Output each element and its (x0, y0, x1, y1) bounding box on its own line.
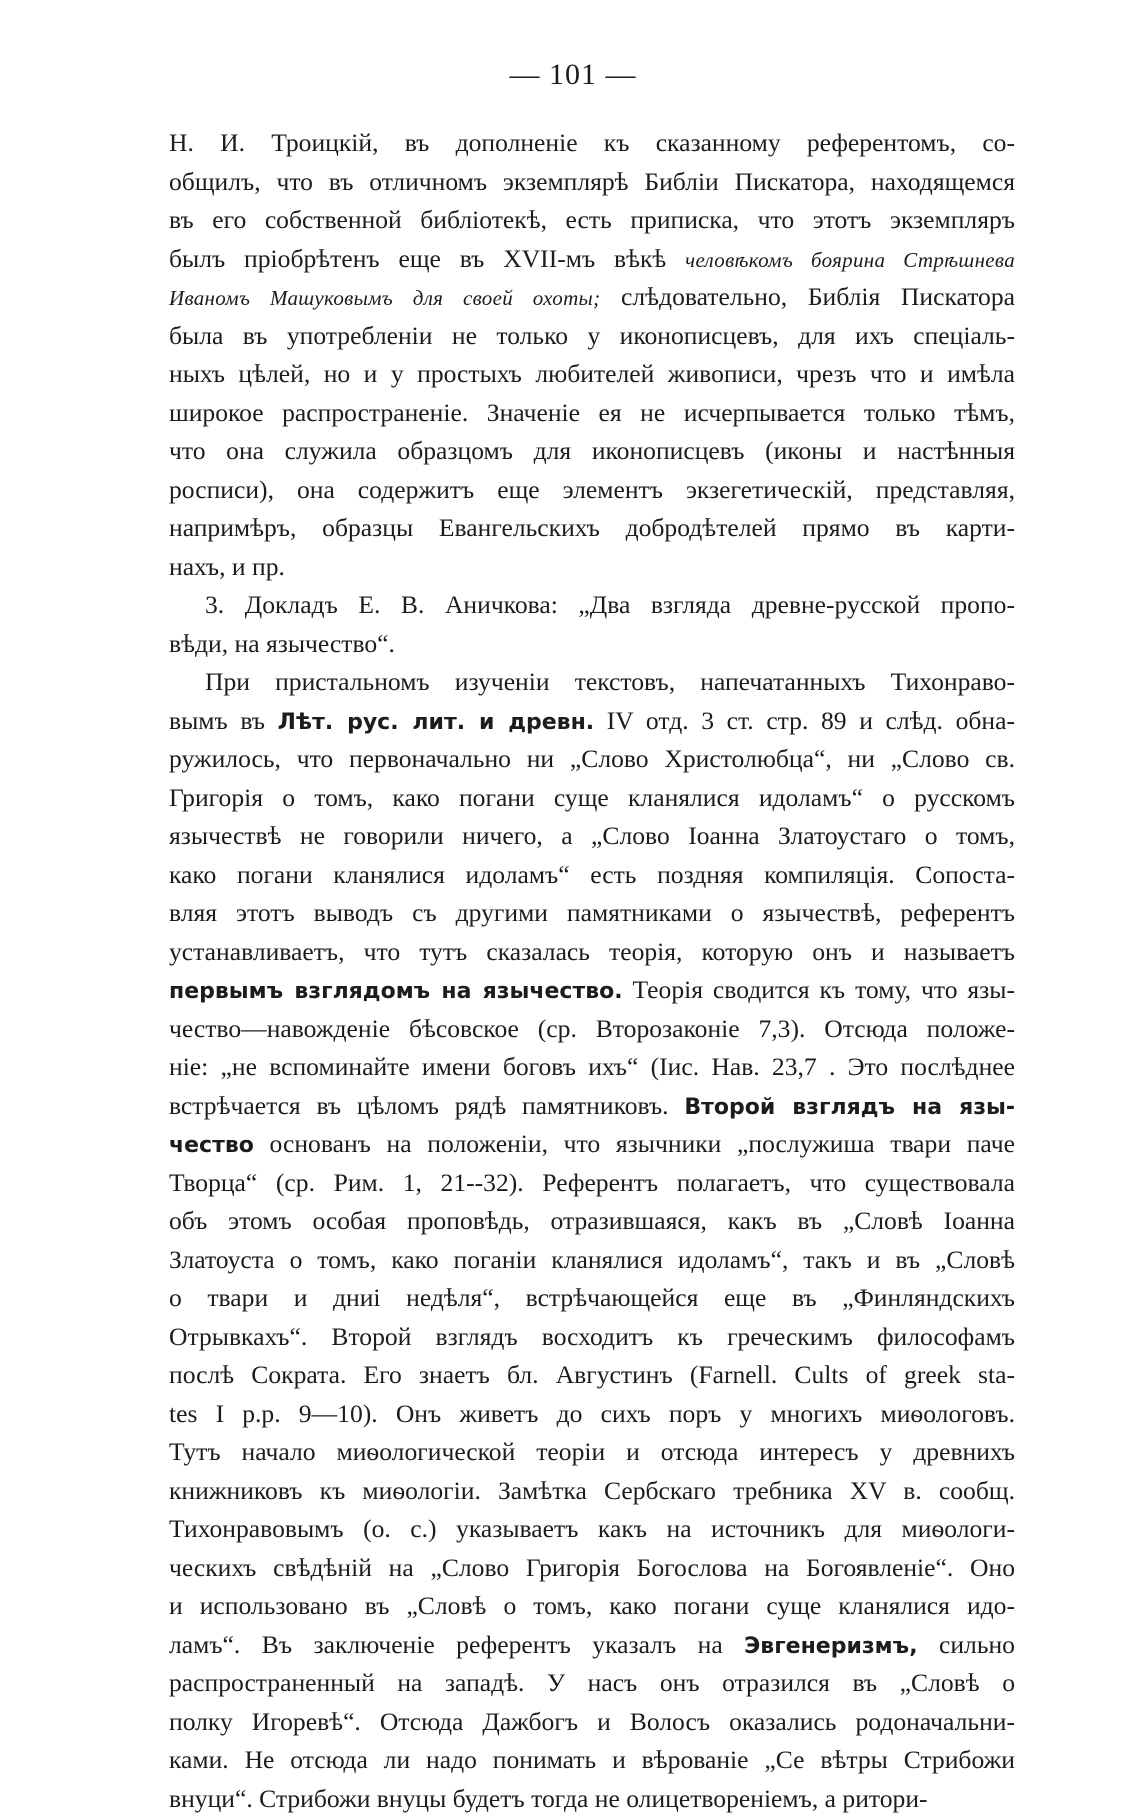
text-segment: Тихонравовымъ (о. с.) указываетъ какъ на источникъ для миѳологи- (169, 1514, 1015, 1543)
text-segment: внуци“. Стрибожи внуцы будетъ тогда не олицетвореніемъ, а ритори- (169, 1784, 928, 1813)
text-line (169, 1241, 1015, 1280)
text-segment: ческихъ свѣдѣній на „Слово Григорія Богослова на Богоявленіе“. Оно (169, 1553, 1015, 1582)
text-line (169, 1048, 1015, 1087)
text-line (169, 1780, 1015, 1818)
text-segment: Тутъ начало миѳологической теоріи и отсюда интересъ у древнихъ (169, 1437, 1015, 1466)
bold-text: Лѣт. рус. лит. и древн. (278, 710, 595, 735)
text-segment: что она служила образцомъ для иконописцевъ (иконы и настѣнныя (169, 436, 1015, 465)
text-segment: вляя этотъ выводъ съ другими памятниками о язычествѣ, референтъ (169, 898, 1015, 927)
text-line (169, 702, 1015, 741)
text-segment: слѣдовательно, Библія Пискатора (600, 282, 1015, 311)
bold-text: Второй взглядъ на язы- (684, 1095, 1015, 1120)
text-line (169, 1202, 1015, 1241)
italic-text: человѣкомъ боярина Стрѣшнева (685, 248, 1015, 272)
text-line (169, 894, 1015, 933)
text-line (169, 432, 1015, 471)
text-segment: 3. Докладъ Е. В. Аничкова: „Два взгляда древне-русской пропо- (205, 590, 1015, 619)
text-line (169, 471, 1015, 510)
text-segment: tes I p.p. 9—10). Онъ живетъ до сихъ поръ у многихъ миѳологовъ. (169, 1399, 1015, 1428)
text-line (169, 240, 1015, 279)
text-line (169, 1087, 1015, 1126)
text-line (169, 625, 1015, 664)
bold-text: Эвгенеризмъ, (744, 1634, 917, 1659)
text-segment: Творца“ (ср. Рим. 1, 21--32). Референтъ полагаетъ, что существовала (169, 1168, 1015, 1197)
text-segment: основанъ на положеніи, что язычники „послужиша твари паче (254, 1129, 1015, 1158)
text-segment: былъ пріобрѣтенъ еще въ XVII-мъ вѣкѣ (169, 244, 685, 273)
text-line (169, 355, 1015, 394)
italic-text: Иваномъ Машуковымъ для своей охоты; (169, 286, 600, 310)
text-segment: книжниковъ къ миѳологіи. Замѣтка Сербскаго требника XV в. сообщ. (169, 1476, 1015, 1505)
text-segment: Н. И. Троицкій, въ дополненіе къ сказанному референтомъ, со- (169, 128, 1015, 157)
text-line (169, 740, 1015, 779)
text-segment: полку Игоревѣ“. Отсюда Дажбогъ и Волосъ оказались родоначальни- (169, 1707, 1015, 1736)
text-line (169, 586, 1015, 625)
text-segment: вѣди, на язычество“. (169, 629, 395, 658)
text-line (169, 1395, 1015, 1434)
text-line (169, 663, 1015, 702)
text-line (169, 124, 1015, 163)
text-segment: напримѣръ, образцы Евангельскихъ добродѣтелей прямо въ карти- (169, 513, 1015, 542)
text-segment: въ его собственной библіотекѣ, есть приписка, что этотъ экземпляръ (169, 205, 1015, 234)
text-segment: встрѣчается въ цѣломъ рядѣ памятниковъ. (169, 1091, 684, 1120)
text-segment: IV отд. 3 ст. стр. 89 и слѣд. обна- (594, 706, 1015, 735)
text-segment: объ этомъ особая проповѣдь, отразившаяся, какъ въ „Словѣ Іоанна (169, 1206, 1015, 1235)
text-line (169, 1587, 1015, 1626)
text-segment: нахъ, и пр. (169, 552, 285, 581)
text-segment: како погани кланялися идоламъ“ есть поздняя компиляція. Сопоста- (169, 860, 1015, 889)
text-segment: Отрывкахъ“. Второй взглядъ восходитъ къ греческимъ философамъ (169, 1322, 1015, 1351)
text-segment: росписи), она содержитъ еще элементъ экзегетическій, представляя, (169, 475, 1015, 504)
text-line (169, 1164, 1015, 1203)
text-line (169, 1433, 1015, 1472)
text-segment: послѣ Сократа. Его знаетъ бл. Августинъ (Farnell. Cults of greek sta- (169, 1360, 1015, 1389)
text-line (169, 1010, 1015, 1049)
text-line (169, 1125, 1015, 1164)
text-line (169, 933, 1015, 972)
text-line (169, 163, 1015, 202)
text-line (169, 509, 1015, 548)
text-line (169, 817, 1015, 856)
text-line (169, 394, 1015, 433)
text-segment: и использовано въ „Словѣ о томъ, како погани суще кланялися идо- (169, 1591, 1015, 1620)
text-segment: чество—навожденіе бѣсовское (ср. Второзаконіе 7,3). Отсюда положе- (169, 1014, 1015, 1043)
bold-text: первымъ взглядомъ на язычество. (169, 979, 623, 1004)
text-line (169, 1664, 1015, 1703)
body-text (169, 124, 1015, 1818)
text-line (169, 971, 1015, 1010)
text-segment: устанавливаетъ, что тутъ сказалась теорія, которую онъ и называетъ (169, 937, 1015, 966)
text-segment: ками. Не отсюда ли надо понимать и вѣрованіе „Се вѣтры Стрибожи (169, 1745, 1015, 1774)
text-segment: Григорія о томъ, како погани суще кланялися идоламъ“ о русскомъ (169, 783, 1015, 812)
text-segment: ружилось, что первоначально ни „Слово Христолюбца“, ни „Слово св. (169, 744, 1015, 773)
text-segment: была въ употребленіи не только у иконописцевъ, для ихъ спеціаль- (169, 321, 1015, 350)
text-segment: ныхъ цѣлей, но и у простыхъ любителей живописи, чрезъ что и имѣла (169, 359, 1015, 388)
text-segment: распространенный на западѣ. У насъ онъ отразился въ „Словѣ о (169, 1668, 1015, 1697)
text-line (169, 278, 1015, 317)
text-segment: При пристальномъ изученіи текстовъ, напечатанныхъ Тихонраво- (205, 667, 1015, 696)
bold-text: чество (169, 1133, 254, 1158)
text-segment: широкое распространеніе. Значеніе ея не исчерпывается только тѣмъ, (169, 398, 1015, 427)
text-segment: общилъ, что въ отличномъ экземплярѣ Библіи Пискатора, находящемся (169, 167, 1015, 196)
text-line (169, 548, 1015, 587)
text-line (169, 1703, 1015, 1742)
text-segment: Теорія сводится къ тому, что язы- (623, 975, 1015, 1004)
text-segment: вымъ въ (169, 706, 278, 735)
text-line (169, 1472, 1015, 1511)
text-line (169, 1549, 1015, 1588)
text-segment: ніе: „не вспоминайте имени боговъ ихъ“ (Іис. Нав. 23,7 . Это послѣднее (169, 1052, 1015, 1081)
text-segment: Златоуста о томъ, како поганіи кланялися идоламъ“, такъ и въ „Словѣ (169, 1245, 1015, 1274)
text-segment: ламъ“. Въ заключеніе референтъ указалъ на (169, 1630, 744, 1659)
text-line (169, 201, 1015, 240)
text-segment: язычествѣ не говорили ничего, а „Слово Іоанна Златоустаго о томъ, (169, 821, 1015, 850)
text-segment: сильно (918, 1630, 1015, 1659)
text-line (169, 779, 1015, 818)
text-line (169, 1318, 1015, 1357)
text-line (169, 1741, 1015, 1780)
text-line (169, 856, 1015, 895)
text-line (169, 1510, 1015, 1549)
text-line (169, 317, 1015, 356)
text-line (169, 1626, 1015, 1665)
text-segment: о твари и дниі недѣля“, встрѣчающейся еще въ „Финляндскихъ (169, 1283, 1015, 1312)
page-number: — 101 — (0, 58, 1146, 92)
text-line (169, 1279, 1015, 1318)
text-line (169, 1356, 1015, 1395)
